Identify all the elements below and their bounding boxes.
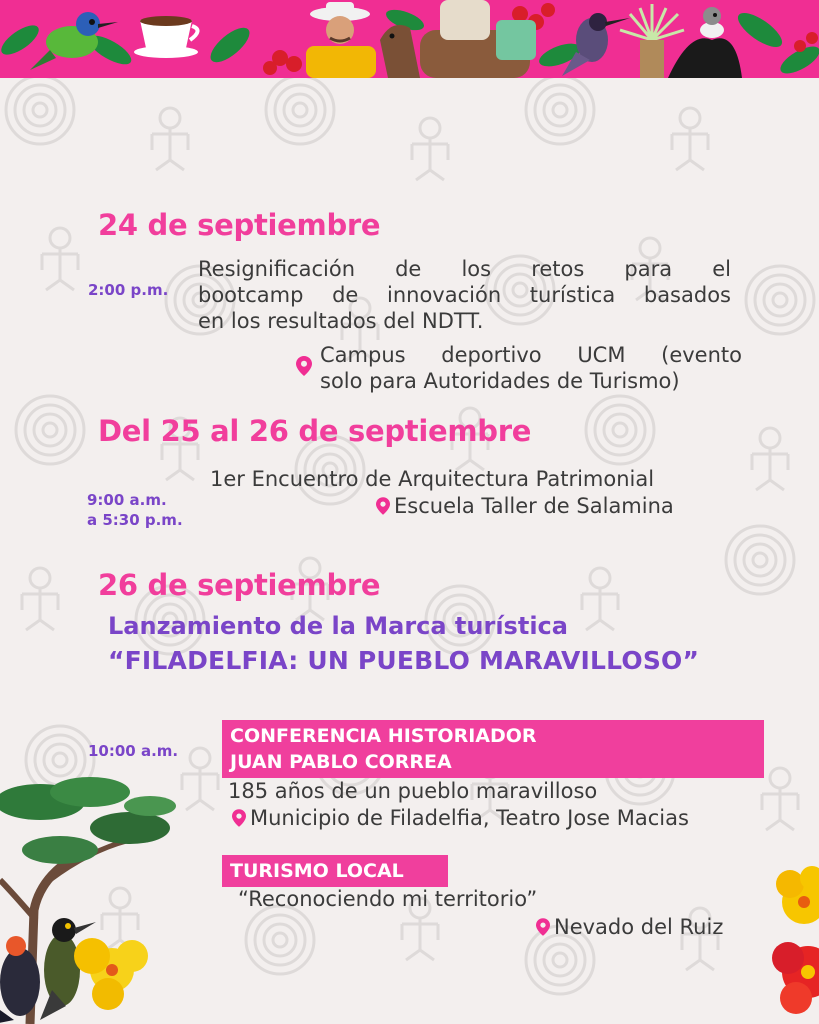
location-pin-icon [536,918,550,936]
location-pin-icon [296,356,312,376]
launch-title-line1: Lanzamiento de la Marca turística [108,612,568,640]
event1-time: 2:00 p.m. [88,281,169,299]
local-tourism-subtitle: “Reconociendo mi territorio” [238,887,538,911]
event2-time [87,490,183,530]
farmer-icon [306,2,376,78]
red-flower-icon [772,942,819,1014]
local-tourism-label: TURISMO LOCAL [230,860,404,882]
event3-date: 26 de septiembre [98,568,381,602]
location-pin-icon [376,497,390,515]
event2-title: 1er Encuentro de Arquitectura Patrimonial [210,467,655,491]
conference-location-text: Municipio de Filadelfia, Teatro Jose Macias [250,806,689,830]
header-banner [0,0,819,78]
event1-description-line: bootcamp de innovación turística basados [198,283,731,307]
event1-description-line: en los resultados del NDTT. [198,309,484,333]
event1-date: 24 de septiembre [98,208,381,242]
event1-location-line: Campus deportivo UCM (evento [320,343,742,367]
conference-location [232,805,689,831]
condor-icon [668,7,742,78]
flowers-illustration [768,862,819,1024]
event2-time-start: 9:00 a.m. [87,491,167,509]
local-tourism-location [536,914,723,940]
event3-time: 10:00 a.m. [88,742,179,760]
local-tourism-location-text: Nevado del Ruiz [554,915,724,939]
coffee-cup-icon [134,16,198,58]
event2-location [376,493,674,519]
conference-subtitle: 185 años de un pueblo maravilloso [228,779,598,803]
event1-description-line: Resignificación de los retos para el [198,257,731,281]
conference-label-box [222,720,764,778]
event1-location-line: solo para Autoridades de Turismo) [320,369,680,393]
header-illustrations [0,0,819,78]
yellow-flower-icon [776,866,819,924]
conference-title: CONFERENCIA HISTORIADOR [230,725,537,747]
local-tourism-label-box [222,855,448,887]
launch-title-line2: “FILADELFIA: UN PUEBLO MARAVILLOSO” [108,646,700,675]
location-pin-icon [232,809,246,827]
event1-description [198,256,731,334]
event1-location [296,342,742,394]
event2-time-end: a 5:30 p.m. [87,511,183,529]
flower-icon [74,938,148,1010]
conference-speaker: JUAN PABLO CORREA [230,751,452,773]
tree-birds-illustration [0,770,180,1024]
event2-date: Del 25 al 26 de septiembre [98,414,532,448]
event2-location-text: Escuela Taller de Salamina [394,494,674,518]
